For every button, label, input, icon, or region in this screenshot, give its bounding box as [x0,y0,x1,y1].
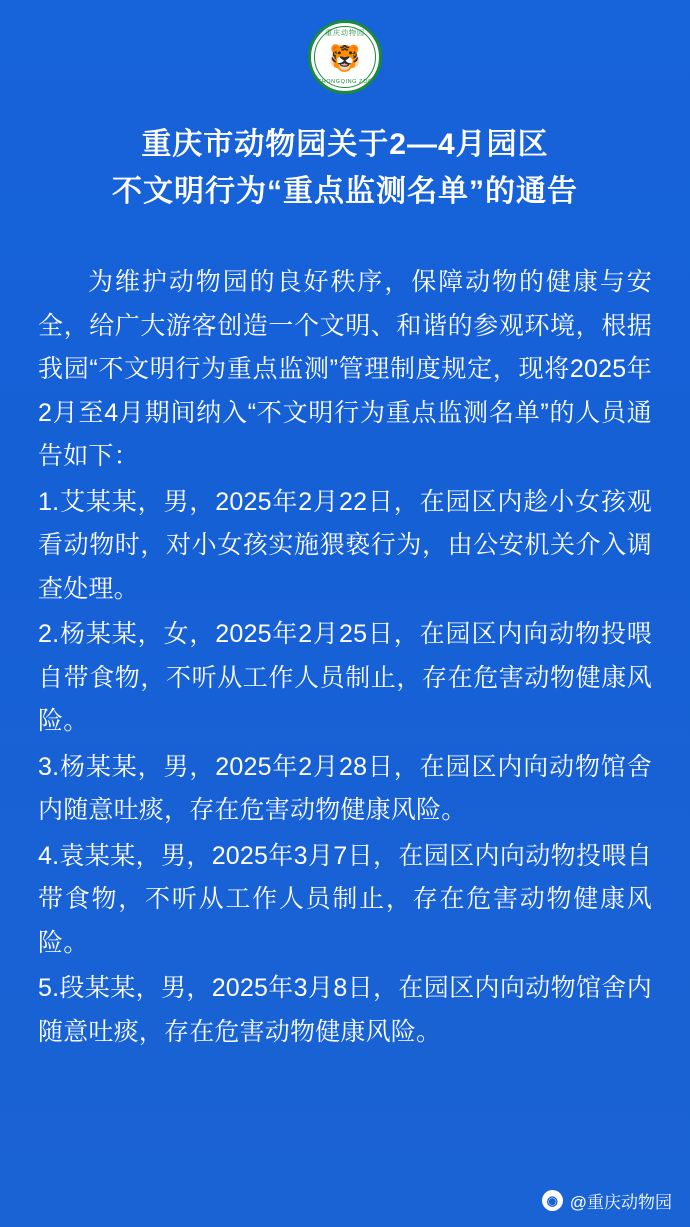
notice-list-item: 2.杨某某，女，2025年2月25日，在园区内向动物投喂自带食物，不听从工作人员制止，存在危害动物健康风险。 [38,620,652,735]
emblem-top-text: 重庆动物园 [325,29,365,37]
notice-body [38,261,652,1056]
weibo-icon: ◉ [542,1190,563,1211]
emblem-circle [308,20,382,94]
notice-list-item: 1.艾某某，男，2025年2月22日，在园区内趁小女孩观看动物时，对小女孩实施猥亵行为，由公安机关介入调查处理。 [38,487,652,603]
watermark-footer [542,1188,672,1213]
notice-list-item: 4.袁某某，男，2025年3月7日，在园区内向动物投喂自带食物，不听从工作人员制止，存在危害动物健康风险。 [38,841,652,957]
title-line-1: 重庆市动物园关于2—4月园区 [141,128,549,161]
tiger-icon: 🐯 [328,43,362,73]
notice-list-item: 5.段某某，男，2025年3月8日，在园区内向动物馆舍内随意吐痰，存在危害动物健康风险。 [38,974,652,1046]
weibo-account-label: @重庆动物园 [569,1193,672,1212]
title-line-2: 不文明行为“重点监测名单”的通告 [112,174,578,208]
notice-intro-paragraph: 为维护动物园的良好秩序，保障动物的健康与安全，给广大游客创造一个文明、和谐的参观环境，根据我园“不文明行为重点监测”管理制度规定，现将2025年2月至4月期间纳入“不文明行为重点监测名单”的人员通告如下： [38,268,652,470]
zoo-emblem [306,18,384,96]
notice-list-item: 3.杨某某，男，2025年2月28日，在园区内向动物馆舍内随意吐痰，存在危害动物健康风险。 [38,752,652,824]
emblem-bottom-text: CHONGQING ZOO [317,79,373,85]
page-title [35,122,655,215]
